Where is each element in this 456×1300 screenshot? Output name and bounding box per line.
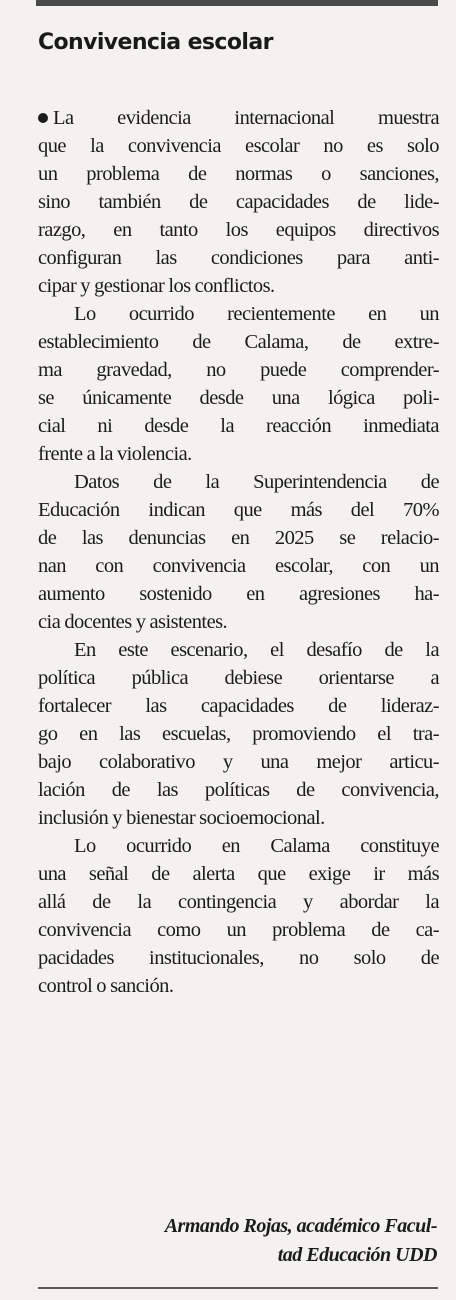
text-line: inclusión y bienestar socioemocional. (38, 807, 325, 829)
author-signature (38, 1212, 437, 1270)
text-line: Educación indican que más del 70% (38, 499, 439, 521)
text-line: Lo ocurrido recientemente en un (74, 303, 439, 325)
top-divider (36, 0, 438, 6)
text-line: que la convivencia escolar no es solo (38, 135, 439, 157)
paragraph-2 (38, 300, 439, 468)
text-line: control o sanción. (38, 975, 174, 997)
bullet-icon (38, 113, 48, 123)
paragraph-1 (38, 104, 439, 300)
text-line: configuran las condiciones para anti- (38, 247, 439, 269)
text-line: una señal de alerta que exige ir más (38, 863, 439, 885)
text-line: Lo ocurrido en Calama constituye (74, 835, 439, 857)
text-line: cipar y gestionar los conflictos. (38, 275, 275, 297)
text-line: política pública debiese orientarse a (38, 667, 439, 689)
text-line: En este escenario, el desafío de la (74, 639, 439, 661)
text-line: establecimiento de Calama, de extre- (38, 331, 439, 353)
text-line: cial ni desde la reacción inmediata (38, 415, 439, 437)
text-line: convivencia como un problema de ca- (38, 919, 439, 941)
paragraph-3 (38, 468, 439, 636)
text-line: lación de las políticas de convivencia, (38, 779, 439, 801)
text-line: razgo, en tanto los equipos directivos (38, 219, 439, 241)
signature-line-2: tad Educación UDD (277, 1244, 437, 1266)
text-line: aumento sostenido en agresiones ha- (38, 583, 439, 605)
text-line: cia docentes y asistentes. (38, 611, 228, 633)
signature-line-1: Armando Rojas, académico Facul- (164, 1215, 437, 1237)
text-line: bajo colaborativo y una mejor articu- (38, 751, 439, 773)
text-line: fortalecer las capacidades de lideraz- (38, 695, 439, 717)
text-line: Datos de la Superintendencia de (74, 471, 439, 493)
text-line: sino también de capacidades de lide- (38, 191, 439, 213)
paragraph-5 (38, 832, 439, 1000)
text-line: un problema de normas o sanciones, (38, 163, 439, 185)
text-line: nan con convivencia escolar, con un (38, 555, 439, 577)
text-line: La evidencia internacional muestra (38, 104, 439, 132)
text-line: frente a la violencia. (38, 443, 192, 465)
bottom-divider (38, 1287, 438, 1289)
section-heading: Convivencia escolar (38, 30, 273, 55)
paragraph-4 (38, 636, 439, 832)
text-line: pacidades institucionales, no solo de (38, 947, 439, 969)
text-line: go en las escuelas, promoviendo el tra- (38, 723, 439, 745)
text-line: se únicamente desde una lógica poli- (38, 387, 439, 409)
text-line: de las denuncias en 2025 se relacio- (38, 527, 439, 549)
text-line: ma gravedad, no puede comprender- (38, 359, 439, 381)
article-body (38, 104, 439, 1000)
text-line: allá de la contingencia y abordar la (38, 891, 439, 913)
